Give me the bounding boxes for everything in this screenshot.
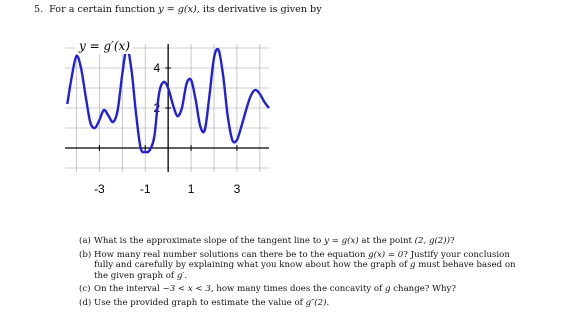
question-text <box>94 236 525 246</box>
problem-intro-tail: , its derivative is given by <box>196 4 322 15</box>
question-item <box>79 284 525 294</box>
question-label: (b) <box>79 249 92 260</box>
question-item <box>79 250 525 281</box>
question-list <box>79 236 525 312</box>
question-item <box>79 298 525 308</box>
problem-number: 5. <box>34 4 44 15</box>
question-math: (2, g(2)) <box>414 236 450 246</box>
question-text-run: ? <box>449 236 455 246</box>
question-text-run: . <box>326 298 330 309</box>
derivative-graph <box>55 36 275 211</box>
question-math: g′ <box>176 270 185 281</box>
x-tick-label: 1 <box>187 182 195 196</box>
question-label: (c) <box>79 284 91 295</box>
question-text <box>94 284 525 294</box>
problem-intro-math: y = g(x) <box>158 4 197 15</box>
question-text-run: ? Justify your conclusion fully and carefully by explaining what you know about how the graph of <box>94 249 510 271</box>
problem-statement <box>34 4 322 15</box>
x-tick-label: 3 <box>233 182 241 196</box>
question-math: g(x) = 0 <box>368 249 404 260</box>
question-math: g″(2) <box>305 298 327 309</box>
question-text-run: must behave based on the given graph of <box>94 260 516 281</box>
question-math: −3 < x < 3 <box>162 284 211 295</box>
question-text-run: , how many times does the concavity of <box>210 284 385 295</box>
question-text-run: How many real number solutions can there be to the equation <box>94 249 369 260</box>
question-item <box>79 236 525 246</box>
question-text-run: at the point <box>358 236 415 246</box>
question-math: y = g(x) <box>324 236 359 246</box>
question-label: (d) <box>79 298 92 309</box>
question-label: (a) <box>79 236 91 246</box>
question-math: g <box>384 284 391 295</box>
derivative-graph-svg <box>55 36 275 211</box>
problem-intro-text: For a certain function <box>49 4 159 15</box>
question-text-run: . <box>184 270 188 281</box>
question-text-run: Use the provided graph to estimate the value of <box>94 298 306 309</box>
x-tick-label: -1 <box>139 182 151 196</box>
question-math: g <box>410 260 416 271</box>
question-text-run: What is the approximate slope of the tangent line to <box>94 236 325 246</box>
x-tick-label: -3 <box>94 182 105 196</box>
question-text <box>94 298 525 308</box>
graph-label: y = g′(x) <box>79 39 130 53</box>
y-tick-label: 4 <box>153 61 161 75</box>
question-text-run: On the interval <box>94 284 163 295</box>
question-text <box>94 250 525 281</box>
y-tick-label: 2 <box>153 101 161 115</box>
question-text-run: change? Why? <box>390 284 456 295</box>
